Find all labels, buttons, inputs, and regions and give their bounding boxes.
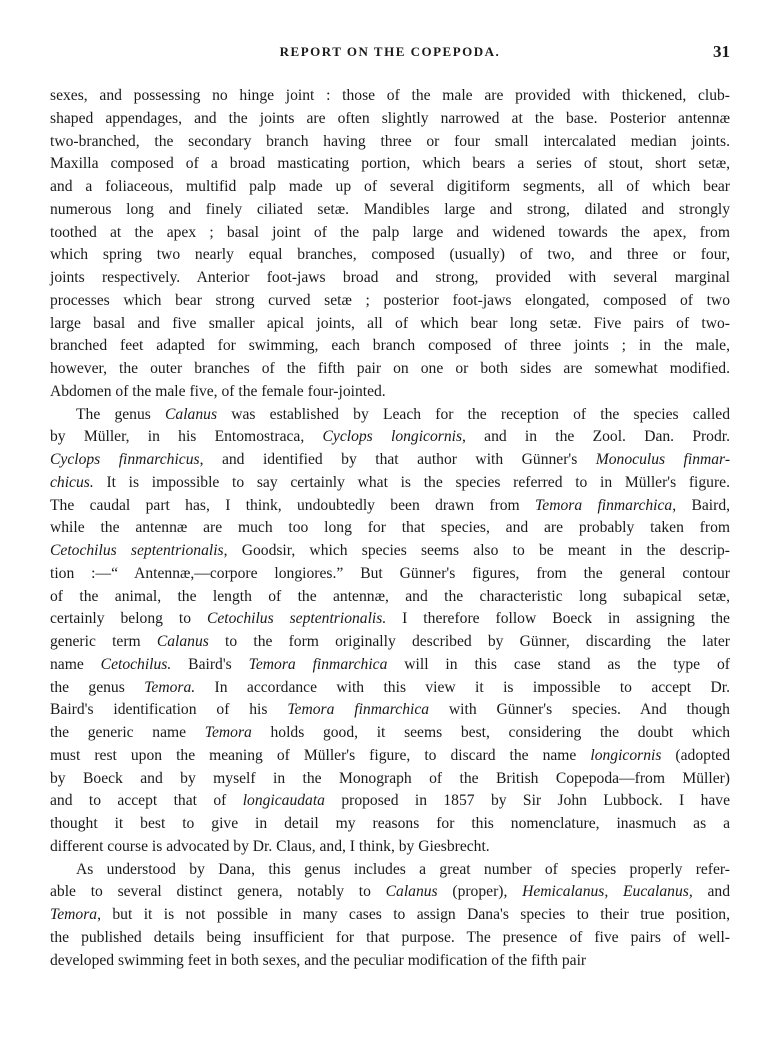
text-segment: , Baird,: [672, 496, 731, 514]
text-segment: toothed at the apex ; basal joint of the palp large and widened towards the apex, from: [50, 223, 730, 241]
text-segment: the published details being insufficient for that purpose. The presence of five pairs of well-: [50, 928, 730, 946]
text-segment: however, the outer branches of the fifth pair on one or both sides are somewhat modified.: [50, 360, 730, 377]
italic-segment: Calanus: [165, 405, 218, 423]
text-line: [50, 517, 730, 540]
text-line: [50, 677, 730, 700]
text-segment: As understood by Dana, this genus includes a great number of species properly refer-: [76, 860, 730, 878]
italic-segment: Temora finmarchica: [248, 655, 388, 673]
text-line: [50, 881, 730, 904]
text-segment: will in this case stand as the type of: [387, 655, 730, 673]
text-segment: by Boeck and by myself in the Monograph of the British Copepoda—from Müller): [50, 769, 730, 787]
italic-segment: Temora.: [144, 678, 196, 696]
italic-segment: Calanus: [156, 633, 209, 650]
italic-segment: Hemicalanus, Eucalanus,: [522, 883, 693, 901]
italic-segment: Calanus: [385, 883, 438, 901]
text-line: [50, 722, 730, 745]
page-number: 31: [713, 42, 730, 61]
text-segment: Baird's: [171, 655, 249, 673]
body-text: [50, 85, 730, 972]
text-segment: proposed in 1857 by Sir John Lubbock. I have: [324, 792, 731, 810]
text-segment: holds good, it seems best, considering the doubt which: [251, 724, 730, 741]
text-line: [50, 768, 730, 791]
running-title: REPORT ON THE COPEPODA.: [279, 44, 501, 59]
text-line: [50, 222, 730, 245]
italic-segment: longicaudata: [242, 792, 325, 810]
text-line: [50, 631, 730, 654]
text-segment: I therefore follow Boeck in assigning the: [386, 610, 730, 628]
text-line: [50, 859, 730, 882]
text-segment: which spring two nearly equal branches, composed (usually) of two, and three or four,: [50, 246, 730, 264]
text-line: [50, 813, 730, 836]
italic-segment: Cyclops finmarchicus: [50, 451, 200, 468]
text-line: [50, 176, 730, 199]
text-segment: certainly belong to: [50, 610, 207, 628]
text-segment: name: [50, 655, 101, 673]
text-segment: joints respectively. Anterior foot-jaws broad and strong, provided with several marginal: [50, 269, 730, 286]
text-segment: able to several distinct genera, notably to: [50, 883, 386, 901]
text-line: [50, 244, 730, 267]
text-line: [50, 563, 730, 586]
text-segment: and: [692, 883, 730, 901]
text-segment: The genus: [76, 405, 166, 423]
text-segment: generic term: [50, 633, 157, 650]
text-line: [50, 85, 730, 108]
italic-segment: Cyclops longicornis: [322, 428, 463, 446]
text-line: [50, 131, 730, 154]
text-segment: two-branched, the secondary branch having three or four small intercalated median joints.: [50, 132, 730, 150]
text-line: [50, 267, 730, 290]
text-segment: sexes, and possessing no hinge joint : those of the male are provided with thickened, club-: [50, 87, 730, 104]
text-line: [50, 540, 730, 563]
text-segment: the generic name: [50, 724, 205, 741]
text-segment: processes which bear strong curved setæ ; posterior foot-jaws elongated, composed of two: [50, 291, 730, 309]
text-line: [50, 404, 730, 427]
italic-segment: chicus.: [50, 473, 94, 491]
text-segment: tion :—“ Antennæ,—corpore longiores.” But Günner's figures, from the general contour: [50, 564, 730, 582]
text-line: [50, 449, 730, 472]
text-segment: It is impossible to say certainly what is the species referred to in Müller's figure.: [93, 473, 730, 491]
text-segment: of the animal, the length of the antennæ, and the characteristic long subapical setæ,: [50, 587, 730, 605]
italic-segment: Cetochilus.: [100, 655, 172, 673]
italic-segment: Cetochilus septentrionalis: [50, 542, 224, 559]
text-line: [50, 745, 730, 768]
paragraph: [50, 85, 730, 404]
text-line: [50, 950, 730, 973]
italic-segment: Temora finmarchica: [287, 701, 430, 719]
text-line: [50, 313, 730, 336]
text-segment: thought it best to give in detail my reasons for this nomenclature, inasmuch as a: [50, 815, 730, 832]
text-segment: In accordance with this view it is impossible to accept Dr.: [195, 678, 730, 696]
text-segment: different course is advocated by Dr. Claus, and, I think, by Giesbrecht.: [50, 837, 490, 855]
text-segment: large basal and five smaller apical joints, all of which bear long setæ. Five pairs of two-: [50, 314, 730, 332]
text-segment: (proper),: [437, 883, 523, 901]
italic-segment: Temora: [50, 906, 98, 923]
text-segment: and a foliaceous, multifid palp made up of several digitiform segments, all of which bear: [50, 178, 730, 195]
text-segment: by Müller, in his Entomostraca,: [50, 428, 323, 446]
italic-segment: longicornis: [590, 746, 662, 764]
text-line: [50, 381, 730, 404]
text-segment: was established by Leach for the reception of the species called: [217, 405, 730, 423]
text-segment: The caudal part has, I think, undoubtedly been drawn from: [50, 496, 536, 514]
text-line: [50, 790, 730, 813]
text-line: [50, 836, 730, 859]
paragraph: [50, 859, 730, 973]
text-segment: and to accept that of: [50, 792, 243, 810]
italic-segment: Temora finmarchica: [535, 496, 673, 514]
italic-segment: Temora: [204, 724, 252, 741]
text-segment: the genus: [50, 678, 145, 696]
text-segment: Baird's identification of his: [50, 701, 288, 719]
italic-segment: Monoculus finmar-: [595, 451, 731, 468]
text-segment: , and in the Zool. Dan. Prodr.: [462, 428, 731, 446]
text-line: [50, 699, 730, 722]
text-segment: Maxilla composed of a broad masticating portion, which bears a series of stout, short setæ,: [50, 155, 730, 173]
text-segment: , but it is not possible in many cases to assign Dana's species to their true position,: [97, 906, 730, 923]
page-header: [50, 44, 730, 66]
text-line: [50, 153, 730, 176]
text-line: [50, 358, 730, 381]
text-line: [50, 108, 730, 131]
text-segment: (adopted: [661, 746, 730, 764]
text-segment: developed swimming feet in both sexes, and the peculiar modification of the fifth pair: [50, 951, 587, 969]
text-line: [50, 654, 730, 677]
italic-segment: Cetochilus septentrionalis.: [206, 610, 387, 628]
text-line: [50, 472, 730, 495]
text-segment: to the form originally described by Günner, discarding the later: [208, 633, 730, 650]
text-segment: with Günner's species. And though: [429, 701, 730, 719]
text-line: [50, 199, 730, 222]
text-line: [50, 290, 730, 313]
text-segment: must rest upon the meaning of Müller's figure, to discard the name: [50, 746, 591, 764]
paragraph: [50, 404, 730, 859]
text-line: [50, 608, 730, 631]
text-line: [50, 586, 730, 609]
text-segment: numerous long and finely ciliated setæ. Mandibles large and strong, dilated and strongly: [50, 200, 730, 218]
text-segment: , Goodsir, which species seems also to be meant in the descrip-: [223, 542, 730, 559]
text-segment: , and identified by that author with Günner's: [199, 451, 596, 468]
text-line: [50, 927, 730, 950]
text-segment: Abdomen of the male five, of the female four-jointed.: [50, 382, 386, 400]
text-segment: branched feet adapted for swimming, each branch composed of three joints ; in the male,: [50, 337, 730, 355]
text-line: [50, 335, 730, 358]
text-line: [50, 904, 730, 927]
text-line: [50, 426, 730, 449]
text-segment: while the antennæ are much too long for that species, and are probably taken from: [50, 519, 730, 537]
text-segment: shaped appendages, and the joints are often slightly narrowed at the base. Posterior antennæ: [50, 109, 730, 127]
text-line: [50, 495, 730, 518]
